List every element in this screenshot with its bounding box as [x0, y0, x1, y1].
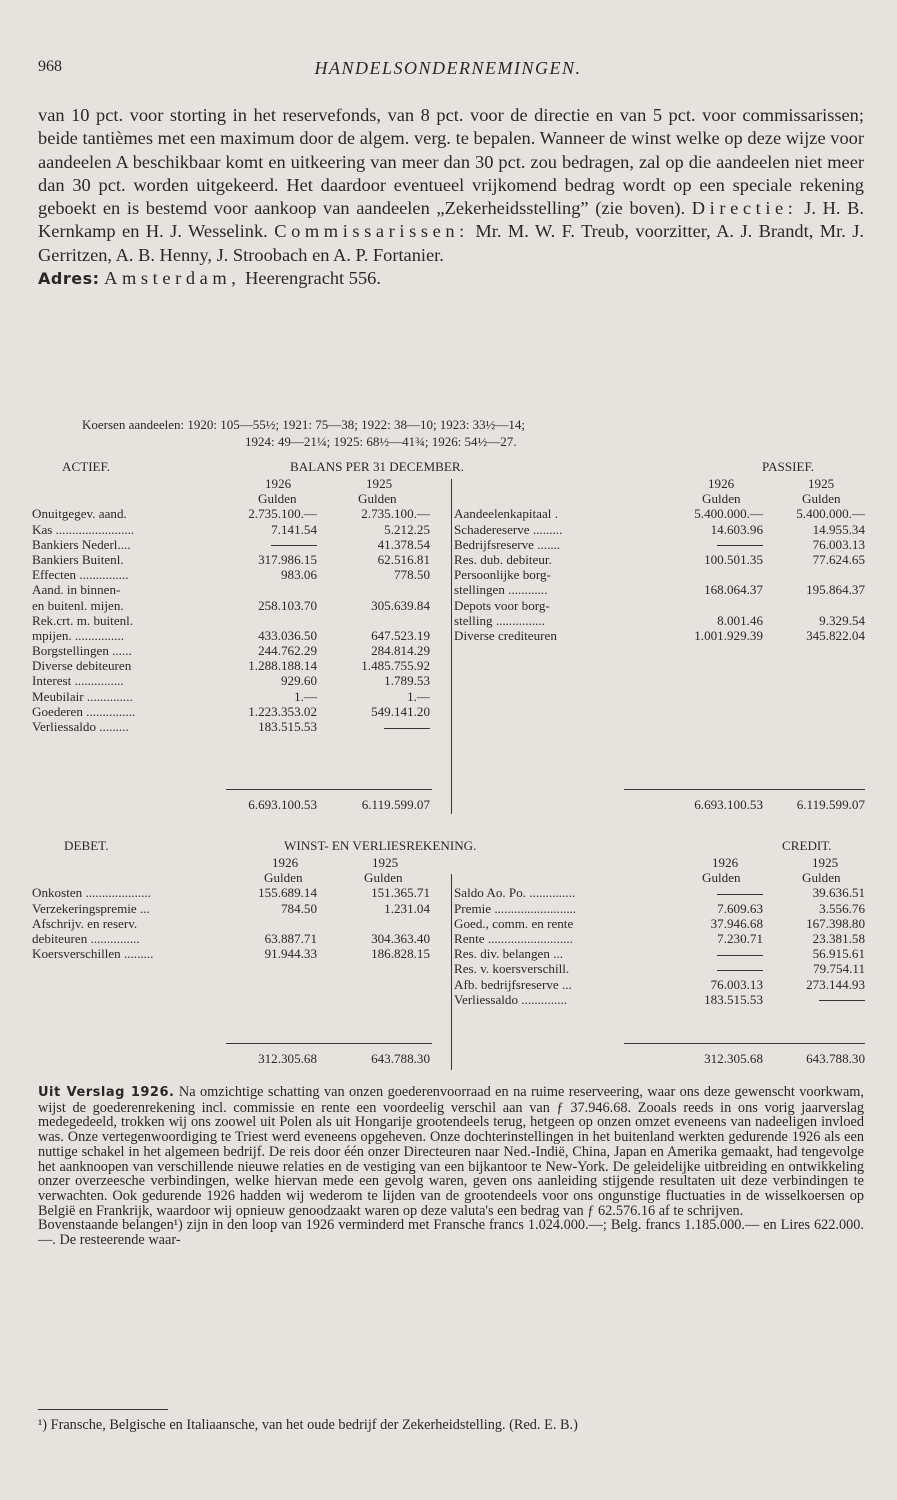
winst-right-1925: 56.915.61 — [812, 946, 865, 962]
balans-right-label: Schadereserve ......... — [454, 521, 563, 537]
balans-unit-1926-left: Gulden — [258, 491, 297, 507]
winst-totals — [32, 1051, 867, 1066]
balans-title-left: ACTIEF. — [62, 459, 111, 474]
directie-label: Directie: — [691, 198, 798, 219]
balans-rows — [32, 506, 867, 750]
winst-right-label: Afb. bedrijfsreserve ... — [454, 976, 572, 992]
balans-row — [32, 658, 867, 673]
balans-left-label: Rek.crt. m. buitenl. — [32, 612, 134, 628]
balans-row — [32, 537, 867, 552]
balans-right-1926: 100.501.35 — [704, 551, 763, 567]
winst-right-1926: 76.003.13 — [710, 976, 763, 992]
balans-right-label: stellingen ............ — [454, 582, 548, 598]
winst-left-label: Koersverschillen ......... — [32, 946, 154, 962]
winst-year-1925-right: 1925 — [812, 855, 839, 870]
balans-row — [32, 704, 867, 719]
balans-right-1926: 168.064.37 — [704, 582, 763, 598]
balans-year-1925-left: 1925 — [366, 476, 393, 491]
balans-left-1926: 1.— — [294, 688, 317, 704]
balans-left-1926: 433.036.50 — [258, 627, 317, 643]
winst-row — [32, 901, 867, 916]
balans-left-1925: 778.50 — [393, 567, 430, 583]
balans-right-1926: 5.400.000.— — [694, 506, 763, 522]
winst-left-1925: 304.363.40 — [371, 930, 430, 946]
balans-title-mid: BALANS PER 31 DECEMBER. — [290, 459, 464, 474]
verslag-text-2: Bovenstaande belangen¹) zijn in den loop van 1926 verminderd met Fransche francs 1.024.000.—; Belg. francs 1.185.000.— en Lires 622.000.—. De resteerende waar- — [38, 1217, 864, 1249]
balans-rule-right — [624, 789, 865, 790]
winst-year-1925-left: 1925 — [372, 855, 399, 870]
balans-row — [32, 506, 867, 521]
winst-row — [32, 961, 867, 976]
winst-rows — [32, 885, 867, 1007]
balans-total-1925-right: 6.119.599.07 — [796, 797, 865, 812]
winst-right-1925 — [767, 992, 865, 1007]
winst-right-1925: 3.556.76 — [819, 900, 865, 916]
balans-left-1925: 1.— — [407, 688, 430, 704]
balans-left-1925: 2.735.100.— — [361, 506, 430, 522]
balans-total-1926-left: 6.693.100.53 — [248, 797, 317, 812]
balans-left-1926: 317.986.15 — [258, 551, 317, 567]
winst-title-left: DEBET. — [64, 838, 109, 853]
balans-left-1925: 1.789.53 — [384, 673, 430, 689]
winst-right-1926: 37.946.68 — [710, 915, 763, 931]
balans-right-label: Res. dub. debiteur. — [454, 551, 552, 567]
winst-rule-right — [624, 1043, 865, 1044]
balans-totals — [32, 797, 867, 812]
winst-right-label: Goed., comm. en rente — [454, 915, 574, 931]
balans-row — [32, 582, 867, 597]
balans-total-1925-left: 6.119.599.07 — [361, 797, 430, 812]
page-header — [38, 58, 858, 84]
winst-right-1926: 7.609.63 — [717, 900, 763, 916]
balans-right-label: Diverse crediteuren — [454, 627, 557, 643]
winst-right-1926: 7.230.71 — [717, 930, 763, 946]
balans-right-label: stelling ............... — [454, 612, 545, 628]
winst-unit-1925-left: Gulden — [364, 870, 403, 886]
commissarissen-text: Mr. M. W. F. Treub, voorzitter, A. J. Brandt, Mr. J. Gerritzen, A. B. Henny, J. Stroobach en A. P. Fortanier. — [38, 221, 865, 265]
balans-left-1926: 2.735.100.— — [248, 506, 317, 522]
balans-rule-left — [226, 789, 432, 790]
intro-paragraph — [38, 104, 864, 290]
winst-row — [32, 946, 867, 961]
balans-row — [32, 522, 867, 537]
balans-left-1926: 183.515.53 — [258, 719, 317, 734]
adres-city: Amsterdam, — [104, 268, 241, 289]
winst-table — [32, 838, 867, 1070]
winst-right-1925: 23.381.58 — [812, 930, 865, 946]
winst-right-1926 — [667, 885, 763, 900]
winst-total-1925-left: 643.788.30 — [371, 1051, 430, 1066]
balans-left-label: Effecten ............... — [32, 567, 129, 583]
balans-left-1925: 305.639.84 — [371, 597, 430, 613]
balans-right-1925: 76.003.13 — [812, 536, 865, 552]
balans-right-1926: 14.603.96 — [710, 521, 763, 537]
balans-total-1926-right: 6.693.100.53 — [694, 797, 763, 812]
winst-right-label: Saldo Ao. Po. .............. — [454, 885, 576, 901]
balans-left-1926: 7.141.54 — [271, 521, 317, 537]
balans-divider — [451, 479, 452, 814]
balans-left-label: Aand. in binnen- — [32, 582, 121, 598]
winst-title-right: CREDIT. — [782, 838, 832, 853]
winst-total-1926-right: 312.305.68 — [704, 1051, 763, 1066]
winst-left-1925: 186.828.15 — [371, 946, 430, 962]
winst-right-label: Res. div. belangen ... — [454, 946, 563, 962]
koersen-block — [82, 416, 842, 450]
winst-left-label: Onkosten .................... — [32, 885, 151, 901]
balans-right-1926 — [667, 537, 763, 552]
balans-left-label: Bankiers Buitenl. — [32, 551, 124, 567]
balans-left-1926: 244.762.29 — [258, 643, 317, 659]
winst-right-label: Rente .......................... — [454, 930, 573, 946]
balans-unit-1926-right: Gulden — [702, 491, 741, 507]
balans-left-1926: 929.60 — [280, 673, 317, 689]
balans-row — [32, 613, 867, 628]
balans-right-label: Depots voor borg- — [454, 597, 550, 613]
balans-row — [32, 567, 867, 582]
balans-left-label: Verliessaldo ......... — [32, 719, 129, 734]
balans-right-label: Persoonlijke borg- — [454, 567, 551, 583]
winst-row — [32, 931, 867, 946]
balans-left-label: Meubilair .............. — [32, 688, 133, 704]
winst-right-label: Verliessaldo .............. — [454, 991, 568, 1007]
verslag-label: Uit Verslag 1926. — [38, 1085, 175, 1100]
balans-left-1925: 62.516.81 — [377, 551, 430, 567]
balans-left-label: Interest ............... — [32, 673, 124, 689]
winst-right-label: Res. v. koersverschill. — [454, 961, 570, 977]
balans-unit-1925-left: Gulden — [358, 491, 397, 507]
balans-row — [32, 628, 867, 643]
winst-right-1925: 273.144.93 — [806, 976, 865, 992]
balans-left-1925: 647.523.19 — [371, 627, 430, 643]
balans-row — [32, 673, 867, 688]
page-number: 968 — [38, 58, 62, 75]
balans-left-1926 — [222, 537, 317, 552]
winst-row — [32, 916, 867, 931]
adres-street: Heerengracht 556. — [245, 268, 381, 289]
running-title: HANDELSONDERNEMINGEN. — [314, 58, 582, 78]
balans-left-1926: 258.103.70 — [258, 597, 317, 613]
winst-left-1926: 155.689.14 — [258, 885, 317, 901]
winst-left-1925: 1.231.04 — [384, 900, 430, 916]
winst-right-1926 — [667, 946, 763, 961]
balans-right-1925: 14.955.34 — [812, 521, 865, 537]
balans-row — [32, 689, 867, 704]
winst-row — [32, 992, 867, 1007]
balans-row — [32, 552, 867, 567]
winst-left-1926: 784.50 — [280, 900, 317, 916]
balans-right-label: Aandeelenkapitaal . — [454, 506, 558, 522]
directie-text: J. H. B. Kernkamp en H. J. Wesselink. — [38, 198, 864, 242]
balans-right-1926: 8.001.46 — [717, 612, 763, 628]
balans-left-1926: 983.06 — [280, 567, 317, 583]
balans-right-1925: 5.400.000.— — [796, 506, 865, 522]
balans-right-1925: 195.864.37 — [806, 582, 865, 598]
winst-total-1925-right: 643.788.30 — [806, 1051, 865, 1066]
verslag-text: Na omzichtige schatting van onzen goederenvoorraad en na ruime reserveering, waar ons deze gewenscht voorkwam, wijst de goederenrekening incl. commissie en rente een voordeelig verschil aan van ƒ 37.946.68. Zooals reeds in ons vorig jaarverslag medegedeeld, trokken wij ons zoowel uit Polen als uit Hongarije grootendeels terug, hetgeen op onzen omzet eveneens van nadeeligen invloed was. Onze vertegenwoordiging te Triest werd eveneens opgeheven. Onze dochterinstellingen in het buitenland werkten gedurende 1926 als een nuttige schakel in het algemeen bedrijf. De reis door één onzer Directeuren naar Ned.-Indië, China, Japan en Amerika gemaakt, had tengevolge het aanknoopen van verschillende nieuwe relaties en de vestiging van een bijkantoor te New-York. De geleidelijke uitbreiding en ontwikkeling onzer overzeesche verbindingen, welke hiervan mede een gevolg waren, geven ons aanleiding stijgende resultaten uit deze verbindingen te verwachten. Ook gedurende 1926 hadden wij wederom te lijden van de grootendeels voor ons ongunstige fluctuaties in de wisselkoersen op België en Frankrijk, waardoor wij opnieuw genoodzaakt waren op deze valuta's een bedrag van ƒ 62.576.16 af te schrijven. — [38, 1084, 864, 1219]
balans-left-label: Onuitgegev. aand. — [32, 506, 127, 522]
balans-left-label: Bankiers Nederl.... — [32, 536, 131, 552]
winst-right-1926: 183.515.53 — [704, 991, 763, 1007]
koersen-line-1: Koersen aandeelen: 1920: 105—55½; 1921: 75—38; 1922: 38—10; 1923: 33½—14; — [82, 417, 526, 432]
balans-row — [32, 643, 867, 658]
winst-right-label: Premie ......................... — [454, 900, 577, 916]
winst-rule-left — [226, 1043, 432, 1044]
winst-right-1925: 39.636.51 — [812, 885, 865, 901]
balans-right-1925: 9.329.54 — [819, 612, 865, 628]
balans-left-1925: 41.378.54 — [377, 536, 430, 552]
winst-row — [32, 885, 867, 900]
winst-unit-1926-right: Gulden — [702, 870, 741, 886]
balans-title-right: PASSIEF. — [762, 459, 814, 474]
balans-left-1925: 5.212.25 — [384, 521, 430, 537]
balans-left-1925 — [332, 719, 430, 734]
balans-left-1926: 1.288.188.14 — [248, 658, 317, 674]
balans-left-1925: 284.814.29 — [371, 643, 430, 659]
winst-unit-1926-left: Gulden — [264, 870, 303, 886]
winst-left-label: debiteuren ............... — [32, 930, 140, 946]
winst-unit-1925-right: Gulden — [802, 870, 841, 886]
balans-right-1925: 345.822.04 — [806, 627, 865, 643]
balans-year-1925-right: 1925 — [808, 476, 835, 491]
balans-table — [32, 459, 867, 814]
balans-left-label: Diverse debiteuren — [32, 658, 132, 674]
balans-row — [32, 719, 867, 734]
balans-left-1925: 549.141.20 — [371, 703, 430, 719]
winst-left-label: Verzekeringspremie ... — [32, 900, 150, 916]
winst-left-1926: 63.887.71 — [264, 930, 317, 946]
winst-left-1926: 91.944.33 — [264, 946, 317, 962]
winst-year-1926-left: 1926 — [272, 855, 299, 870]
winst-left-label: Afschrijv. en reserv. — [32, 915, 138, 931]
verslag-section — [38, 1085, 864, 1248]
balans-left-label: en buitenl. mijen. — [32, 597, 124, 613]
winst-right-1926 — [667, 961, 763, 976]
koersen-line-2: 1924: 49—21¼; 1925: 68½—41¾; 1926: 54½—27. — [245, 434, 517, 449]
balans-left-1926: 1.223.353.02 — [248, 703, 317, 719]
balans-right-1926: 1.001.929.39 — [694, 627, 763, 643]
balans-left-label: Kas ........................ — [32, 521, 135, 537]
balans-unit-1925-right: Gulden — [802, 491, 841, 507]
balans-right-label: Bedrijfsreserve ....... — [454, 536, 561, 552]
balans-right-1925: 77.624.65 — [812, 551, 865, 567]
winst-row — [32, 977, 867, 992]
adres-label: Adres: — [38, 269, 100, 289]
winst-title-mid: WINST- EN VERLIESREKENING. — [284, 838, 477, 853]
commissarissen-label: Commissarissen: — [274, 221, 469, 242]
balans-year-1926-left: 1926 — [265, 476, 292, 491]
footnote-rule — [38, 1409, 168, 1410]
winst-left-1925: 151.365.71 — [371, 885, 430, 901]
balans-year-1926-right: 1926 — [708, 476, 735, 491]
winst-divider — [451, 874, 452, 1070]
footnote: ¹) Fransche, Belgische en Italiaansche, van het oude bedrijf der Zekerheidstelling. (Red. E. B.) — [38, 1417, 578, 1433]
winst-year-1926-right: 1926 — [712, 855, 739, 870]
winst-right-1925: 79.754.11 — [813, 961, 865, 977]
winst-total-1926-left: 312.305.68 — [258, 1051, 317, 1066]
winst-right-1925: 167.398.80 — [806, 915, 865, 931]
balans-left-label: Borgstellingen ...... — [32, 643, 132, 659]
balans-row — [32, 598, 867, 613]
balans-left-label: Goederen ............... — [32, 703, 136, 719]
balans-left-1925: 1.485.755.92 — [361, 658, 430, 674]
balans-left-label: mpijen. ............... — [32, 627, 125, 643]
intro-text: van 10 pct. voor storting in het reservefonds, van 8 pct. voor de directie en van 5 pct. voor commissarissen; beide tantièmes met een maximum door de algem. verg. te bepalen. Wanneer de winst welke op deze wijze voor aandeelen A beschikbaar komt en uitkeering van meer dan 30 pct. zou bedragen, zal op die aandeelen niet meer dan 30 pct. worden uitgekeerd. Het daardoor eventueel vrijkomend bedrag wordt op een speciale rekening geboekt en is bestemd voor aankoop van aandeelen „Zekerheidsstelling” (zie boven). — [38, 105, 864, 219]
